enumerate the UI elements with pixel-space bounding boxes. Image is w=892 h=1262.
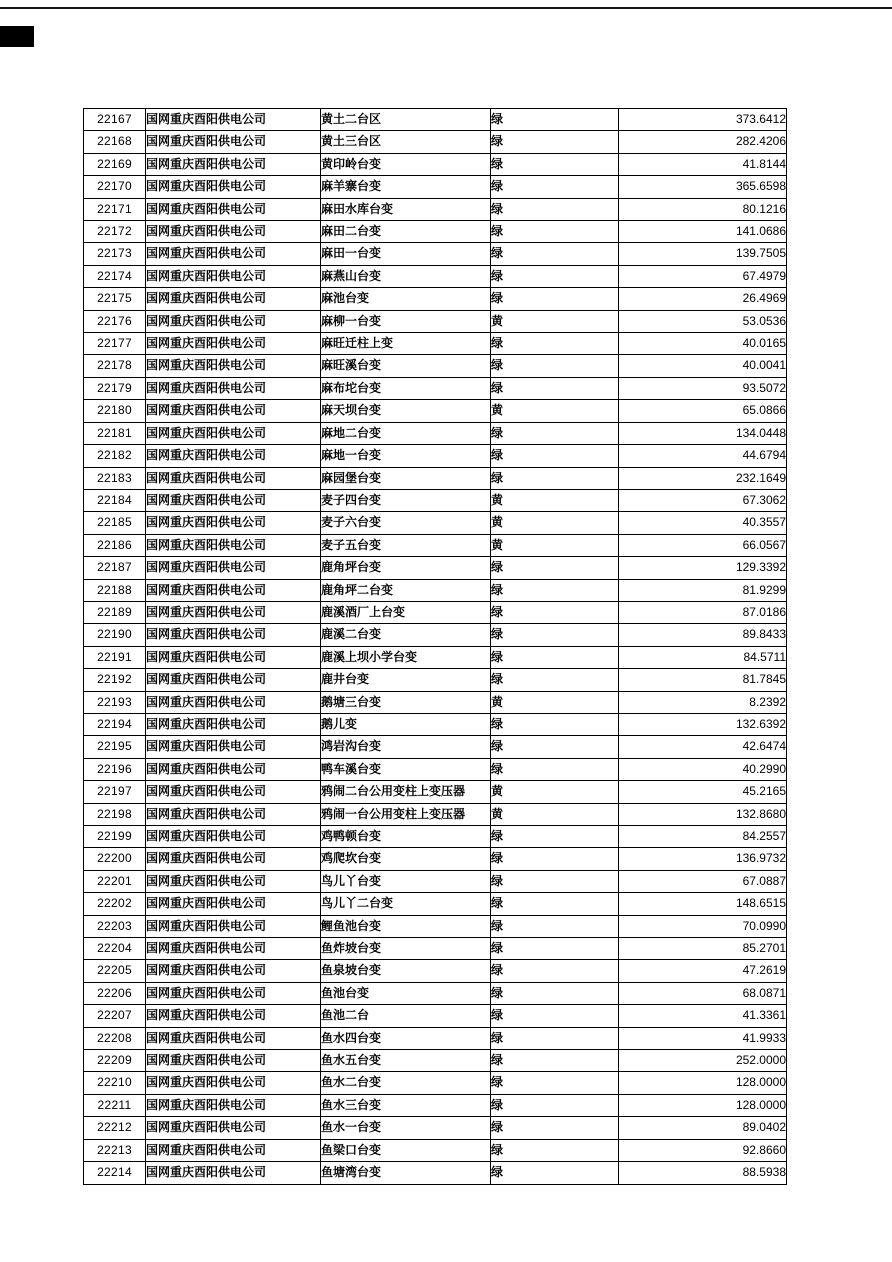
table-row	[84, 938, 787, 960]
cell-row-id: 22191	[84, 646, 146, 668]
cell-row-id: 22207	[84, 1005, 146, 1027]
cell-row-id: 22181	[84, 422, 146, 444]
table-row	[84, 153, 787, 175]
cell-company: 国网重庆酉阳供电公司	[146, 1139, 321, 1161]
cell-company: 国网重庆酉阳供电公司	[146, 333, 321, 355]
cell-value: 26.4969	[619, 288, 787, 310]
corner-black-mark	[0, 26, 34, 47]
substation-table	[83, 108, 787, 1185]
cell-station: 鹿角坪二台变	[321, 579, 491, 601]
cell-company: 国网重庆酉阳供电公司	[146, 982, 321, 1004]
table-row	[84, 221, 787, 243]
table-row	[84, 893, 787, 915]
cell-row-id: 22210	[84, 1072, 146, 1094]
cell-status: 绿	[491, 243, 619, 265]
cell-status: 绿	[491, 758, 619, 780]
cell-value: 93.5072	[619, 377, 787, 399]
cell-company: 国网重庆酉阳供电公司	[146, 579, 321, 601]
cell-company: 国网重庆酉阳供电公司	[146, 848, 321, 870]
cell-row-id: 22169	[84, 153, 146, 175]
cell-station: 麻池台变	[321, 288, 491, 310]
cell-value: 81.9299	[619, 579, 787, 601]
cell-value: 40.0165	[619, 333, 787, 355]
cell-status: 绿	[491, 176, 619, 198]
cell-station: 鸡鸭顿台变	[321, 826, 491, 848]
cell-row-id: 22203	[84, 915, 146, 937]
cell-company: 国网重庆酉阳供电公司	[146, 781, 321, 803]
table-row	[84, 982, 787, 1004]
cell-row-id: 22201	[84, 870, 146, 892]
page-top-divider	[0, 7, 892, 9]
table-row	[84, 1139, 787, 1161]
cell-station: 鱼池二台	[321, 1005, 491, 1027]
cell-value: 67.3062	[619, 489, 787, 511]
cell-status: 绿	[491, 198, 619, 220]
cell-value: 65.0866	[619, 400, 787, 422]
cell-station: 麻燕山台变	[321, 265, 491, 287]
table-row	[84, 1072, 787, 1094]
cell-station: 鱼泉坡台变	[321, 960, 491, 982]
cell-station: 鱼水四台变	[321, 1027, 491, 1049]
cell-station: 鱼水五台变	[321, 1050, 491, 1072]
cell-station: 鸦闹二台公用变柱上变压器	[321, 781, 491, 803]
cell-value: 139.7505	[619, 243, 787, 265]
table-row	[84, 422, 787, 444]
cell-value: 66.0567	[619, 534, 787, 556]
cell-row-id: 22198	[84, 803, 146, 825]
cell-status: 绿	[491, 1050, 619, 1072]
cell-row-id: 22182	[84, 445, 146, 467]
cell-value: 67.4979	[619, 265, 787, 287]
cell-value: 70.0990	[619, 915, 787, 937]
cell-company: 国网重庆酉阳供电公司	[146, 646, 321, 668]
table-row	[84, 198, 787, 220]
cell-status: 绿	[491, 355, 619, 377]
cell-value: 85.2701	[619, 938, 787, 960]
cell-value: 232.1649	[619, 467, 787, 489]
cell-company: 国网重庆酉阳供电公司	[146, 601, 321, 623]
cell-value: 45.2165	[619, 781, 787, 803]
cell-value: 365.6598	[619, 176, 787, 198]
cell-value: 148.6515	[619, 893, 787, 915]
cell-company: 国网重庆酉阳供电公司	[146, 691, 321, 713]
cell-company: 国网重庆酉阳供电公司	[146, 445, 321, 467]
cell-station: 麻旺溪台变	[321, 355, 491, 377]
cell-row-id: 22214	[84, 1162, 146, 1184]
table-row	[84, 870, 787, 892]
cell-row-id: 22202	[84, 893, 146, 915]
cell-station: 麻羊寨台变	[321, 176, 491, 198]
cell-value: 80.1216	[619, 198, 787, 220]
table-row	[84, 400, 787, 422]
cell-value: 41.8144	[619, 153, 787, 175]
cell-station: 鸭车溪台变	[321, 758, 491, 780]
table-row	[84, 1162, 787, 1184]
cell-status: 绿	[491, 669, 619, 691]
cell-station: 鱼水二台变	[321, 1072, 491, 1094]
cell-station: 鹿角坪台变	[321, 557, 491, 579]
table-row	[84, 1005, 787, 1027]
cell-row-id: 22170	[84, 176, 146, 198]
cell-value: 84.2557	[619, 826, 787, 848]
cell-row-id: 22172	[84, 221, 146, 243]
cell-company: 国网重庆酉阳供电公司	[146, 803, 321, 825]
cell-row-id: 22171	[84, 198, 146, 220]
cell-row-id: 22206	[84, 982, 146, 1004]
cell-status: 绿	[491, 960, 619, 982]
table-row	[84, 736, 787, 758]
table-row	[84, 288, 787, 310]
cell-status: 绿	[491, 826, 619, 848]
cell-status: 绿	[491, 1027, 619, 1049]
cell-row-id: 22184	[84, 489, 146, 511]
table-row	[84, 333, 787, 355]
cell-company: 国网重庆酉阳供电公司	[146, 512, 321, 534]
cell-status: 黄	[491, 512, 619, 534]
cell-company: 国网重庆酉阳供电公司	[146, 198, 321, 220]
cell-status: 黄	[491, 691, 619, 713]
cell-status: 绿	[491, 221, 619, 243]
cell-status: 绿	[491, 624, 619, 646]
table-row	[84, 669, 787, 691]
cell-row-id: 22187	[84, 557, 146, 579]
cell-value: 53.0536	[619, 310, 787, 332]
cell-company: 国网重庆酉阳供电公司	[146, 265, 321, 287]
cell-station: 麻田二台变	[321, 221, 491, 243]
table-row	[84, 355, 787, 377]
cell-station: 麻地一台变	[321, 445, 491, 467]
cell-row-id: 22176	[84, 310, 146, 332]
cell-row-id: 22209	[84, 1050, 146, 1072]
cell-station: 鱼炸坡台变	[321, 938, 491, 960]
cell-row-id: 22173	[84, 243, 146, 265]
cell-status: 绿	[491, 870, 619, 892]
cell-row-id: 22174	[84, 265, 146, 287]
cell-company: 国网重庆酉阳供电公司	[146, 1117, 321, 1139]
cell-value: 282.4206	[619, 131, 787, 153]
cell-status: 绿	[491, 333, 619, 355]
cell-value: 41.9933	[619, 1027, 787, 1049]
cell-status: 绿	[491, 265, 619, 287]
cell-value: 128.0000	[619, 1072, 787, 1094]
cell-row-id: 22183	[84, 467, 146, 489]
cell-station: 麦子四台变	[321, 489, 491, 511]
cell-row-id: 22186	[84, 534, 146, 556]
cell-company: 国网重庆酉阳供电公司	[146, 1094, 321, 1116]
cell-row-id: 22194	[84, 713, 146, 735]
cell-value: 8.2392	[619, 691, 787, 713]
cell-company: 国网重庆酉阳供电公司	[146, 422, 321, 444]
cell-status: 绿	[491, 1094, 619, 1116]
cell-status: 绿	[491, 153, 619, 175]
cell-station: 麻园堡台变	[321, 467, 491, 489]
cell-station: 黄土二台区	[321, 109, 491, 131]
cell-row-id: 22190	[84, 624, 146, 646]
cell-value: 129.3392	[619, 557, 787, 579]
cell-company: 国网重庆酉阳供电公司	[146, 310, 321, 332]
table-row	[84, 826, 787, 848]
cell-company: 国网重庆酉阳供电公司	[146, 243, 321, 265]
cell-company: 国网重庆酉阳供电公司	[146, 960, 321, 982]
cell-status: 绿	[491, 1162, 619, 1184]
cell-row-id: 22200	[84, 848, 146, 870]
table-row	[84, 624, 787, 646]
cell-company: 国网重庆酉阳供电公司	[146, 938, 321, 960]
cell-value: 88.5938	[619, 1162, 787, 1184]
cell-row-id: 22193	[84, 691, 146, 713]
cell-value: 40.2990	[619, 758, 787, 780]
cell-station: 麻旺迁柱上变	[321, 333, 491, 355]
cell-status: 绿	[491, 713, 619, 735]
cell-row-id: 22197	[84, 781, 146, 803]
cell-company: 国网重庆酉阳供电公司	[146, 1050, 321, 1072]
cell-value: 81.7845	[619, 669, 787, 691]
cell-company: 国网重庆酉阳供电公司	[146, 624, 321, 646]
cell-row-id: 22211	[84, 1094, 146, 1116]
table-row	[84, 310, 787, 332]
cell-company: 国网重庆酉阳供电公司	[146, 870, 321, 892]
cell-company: 国网重庆酉阳供电公司	[146, 153, 321, 175]
cell-status: 绿	[491, 422, 619, 444]
cell-station: 鱼水三台变	[321, 1094, 491, 1116]
cell-value: 92.8660	[619, 1139, 787, 1161]
cell-company: 国网重庆酉阳供电公司	[146, 355, 321, 377]
cell-status: 黄	[491, 310, 619, 332]
table-row	[84, 109, 787, 131]
cell-row-id: 22175	[84, 288, 146, 310]
cell-status: 绿	[491, 848, 619, 870]
cell-status: 绿	[491, 915, 619, 937]
cell-station: 麻田水库台变	[321, 198, 491, 220]
table-row	[84, 713, 787, 735]
cell-company: 国网重庆酉阳供电公司	[146, 1162, 321, 1184]
table-row	[84, 781, 787, 803]
cell-company: 国网重庆酉阳供电公司	[146, 400, 321, 422]
cell-row-id: 22192	[84, 669, 146, 691]
cell-row-id: 22178	[84, 355, 146, 377]
cell-status: 黄	[491, 803, 619, 825]
cell-station: 麻地二台变	[321, 422, 491, 444]
cell-value: 47.2619	[619, 960, 787, 982]
cell-company: 国网重庆酉阳供电公司	[146, 377, 321, 399]
cell-status: 黄	[491, 534, 619, 556]
table-row	[84, 579, 787, 601]
cell-station: 麻柳一台变	[321, 310, 491, 332]
cell-company: 国网重庆酉阳供电公司	[146, 489, 321, 511]
cell-company: 国网重庆酉阳供电公司	[146, 1027, 321, 1049]
table-row	[84, 377, 787, 399]
table-row	[84, 512, 787, 534]
cell-row-id: 22189	[84, 601, 146, 623]
cell-company: 国网重庆酉阳供电公司	[146, 826, 321, 848]
cell-company: 国网重庆酉阳供电公司	[146, 534, 321, 556]
cell-company: 国网重庆酉阳供电公司	[146, 758, 321, 780]
cell-value: 67.0887	[619, 870, 787, 892]
cell-value: 44.6794	[619, 445, 787, 467]
cell-station: 鹿井台变	[321, 669, 491, 691]
table-row	[84, 646, 787, 668]
cell-row-id: 22212	[84, 1117, 146, 1139]
cell-value: 132.8680	[619, 803, 787, 825]
cell-station: 鱼梁口台变	[321, 1139, 491, 1161]
cell-status: 绿	[491, 579, 619, 601]
cell-company: 国网重庆酉阳供电公司	[146, 1005, 321, 1027]
cell-station: 鸟儿丫二台变	[321, 893, 491, 915]
cell-value: 41.3361	[619, 1005, 787, 1027]
cell-row-id: 22179	[84, 377, 146, 399]
cell-row-id: 22195	[84, 736, 146, 758]
table-row	[84, 758, 787, 780]
cell-station: 鱼池台变	[321, 982, 491, 1004]
cell-station: 麻布坨台变	[321, 377, 491, 399]
cell-station: 麦子五台变	[321, 534, 491, 556]
table-row	[84, 1050, 787, 1072]
cell-status: 黄	[491, 781, 619, 803]
cell-row-id: 22177	[84, 333, 146, 355]
cell-company: 国网重庆酉阳供电公司	[146, 109, 321, 131]
cell-row-id: 22185	[84, 512, 146, 534]
table-row	[84, 1094, 787, 1116]
table-row	[84, 557, 787, 579]
cell-value: 141.0686	[619, 221, 787, 243]
cell-company: 国网重庆酉阳供电公司	[146, 176, 321, 198]
cell-station: 鸡爬坎台变	[321, 848, 491, 870]
cell-company: 国网重庆酉阳供电公司	[146, 1072, 321, 1094]
cell-company: 国网重庆酉阳供电公司	[146, 131, 321, 153]
cell-value: 89.8433	[619, 624, 787, 646]
cell-value: 87.0186	[619, 601, 787, 623]
table-row	[84, 915, 787, 937]
cell-row-id: 22180	[84, 400, 146, 422]
cell-value: 132.6392	[619, 713, 787, 735]
cell-status: 绿	[491, 1117, 619, 1139]
cell-station: 鹅塘三台变	[321, 691, 491, 713]
cell-status: 绿	[491, 445, 619, 467]
cell-value: 40.3557	[619, 512, 787, 534]
cell-value: 128.0000	[619, 1094, 787, 1116]
cell-row-id: 22205	[84, 960, 146, 982]
cell-station: 鸦闹一台公用变柱上变压器	[321, 803, 491, 825]
table-row	[84, 489, 787, 511]
cell-company: 国网重庆酉阳供电公司	[146, 669, 321, 691]
cell-station: 鹿溪酒厂上台变	[321, 601, 491, 623]
table-row	[84, 176, 787, 198]
cell-station: 麻田一台变	[321, 243, 491, 265]
cell-value: 252.0000	[619, 1050, 787, 1072]
table-row	[84, 1027, 787, 1049]
cell-station: 鱼水一台变	[321, 1117, 491, 1139]
cell-row-id: 22204	[84, 938, 146, 960]
cell-company: 国网重庆酉阳供电公司	[146, 557, 321, 579]
cell-value: 42.6474	[619, 736, 787, 758]
table-row	[84, 445, 787, 467]
table-row	[84, 601, 787, 623]
table-row	[84, 691, 787, 713]
table-row	[84, 131, 787, 153]
cell-station: 麻天坝台变	[321, 400, 491, 422]
table-body	[84, 109, 787, 1185]
cell-company: 国网重庆酉阳供电公司	[146, 221, 321, 243]
cell-status: 绿	[491, 131, 619, 153]
cell-status: 绿	[491, 467, 619, 489]
table-row	[84, 848, 787, 870]
cell-value: 373.6412	[619, 109, 787, 131]
cell-station: 黄印岭台变	[321, 153, 491, 175]
table-row	[84, 960, 787, 982]
cell-company: 国网重庆酉阳供电公司	[146, 288, 321, 310]
cell-row-id: 22199	[84, 826, 146, 848]
cell-status: 绿	[491, 736, 619, 758]
cell-station: 鸟儿丫台变	[321, 870, 491, 892]
cell-row-id: 22168	[84, 131, 146, 153]
cell-station: 鸿岩沟台变	[321, 736, 491, 758]
table-row	[84, 243, 787, 265]
cell-value: 84.5711	[619, 646, 787, 668]
cell-company: 国网重庆酉阳供电公司	[146, 915, 321, 937]
cell-row-id: 22188	[84, 579, 146, 601]
table-row	[84, 803, 787, 825]
cell-company: 国网重庆酉阳供电公司	[146, 893, 321, 915]
cell-status: 绿	[491, 601, 619, 623]
cell-station: 黄土三台区	[321, 131, 491, 153]
table-row	[84, 534, 787, 556]
cell-status: 绿	[491, 938, 619, 960]
cell-value: 136.9732	[619, 848, 787, 870]
cell-status: 绿	[491, 377, 619, 399]
cell-status: 绿	[491, 1139, 619, 1161]
cell-status: 黄	[491, 400, 619, 422]
cell-status: 黄	[491, 489, 619, 511]
cell-station: 鹿溪二台变	[321, 624, 491, 646]
cell-value: 134.0448	[619, 422, 787, 444]
cell-station: 麦子六台变	[321, 512, 491, 534]
cell-row-id: 22167	[84, 109, 146, 131]
table-row	[84, 265, 787, 287]
cell-status: 绿	[491, 288, 619, 310]
cell-company: 国网重庆酉阳供电公司	[146, 736, 321, 758]
cell-station: 鱼塘湾台变	[321, 1162, 491, 1184]
cell-status: 绿	[491, 982, 619, 1004]
table-row	[84, 467, 787, 489]
cell-value: 68.0871	[619, 982, 787, 1004]
cell-station: 鹿溪上坝小学台变	[321, 646, 491, 668]
cell-status: 绿	[491, 109, 619, 131]
cell-status: 绿	[491, 1072, 619, 1094]
cell-status: 绿	[491, 1005, 619, 1027]
cell-station: 鲤鱼池台变	[321, 915, 491, 937]
cell-row-id: 22196	[84, 758, 146, 780]
cell-row-id: 22208	[84, 1027, 146, 1049]
cell-value: 40.0041	[619, 355, 787, 377]
cell-row-id: 22213	[84, 1139, 146, 1161]
cell-status: 绿	[491, 646, 619, 668]
cell-status: 绿	[491, 557, 619, 579]
cell-value: 89.0402	[619, 1117, 787, 1139]
cell-status: 绿	[491, 893, 619, 915]
cell-company: 国网重庆酉阳供电公司	[146, 713, 321, 735]
cell-station: 鹅儿变	[321, 713, 491, 735]
table-row	[84, 1117, 787, 1139]
cell-company: 国网重庆酉阳供电公司	[146, 467, 321, 489]
